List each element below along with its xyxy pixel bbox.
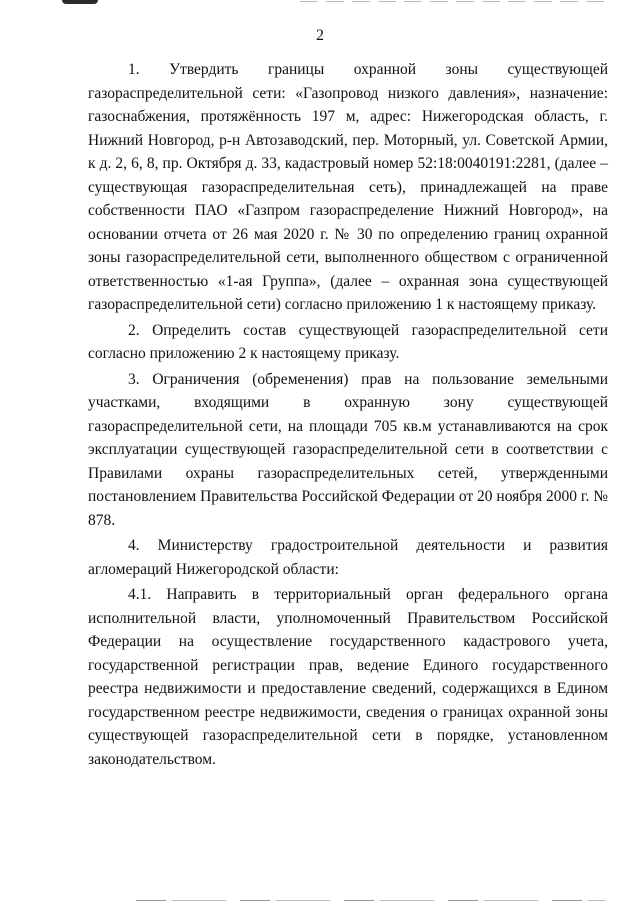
page-number: 2	[316, 27, 324, 44]
scan-artifact-line-bottom	[136, 900, 606, 901]
scan-artifact-top	[62, 0, 98, 4]
paragraph-1: 1. Утвердить границы охранной зоны существующей газораспределительной сети: «Газопровод низкого давления», назначение: газоснабжения, протяжённость 197 м, адрес: Нижегородская область, г. Нижний Новгород, р-н Автозаводский, пер. Моторный, ул. Советской Армии, к д. 2, 6, 8, пр. Октября д. 33, кадастровый номер 52:18:0040191:2281, (далее – существующая газораспределительная сеть), принадлежащей на праве собственности ПАО «Газпром газораспределение Нижний Новгород», на основании отчета от 26 мая 2020 г. № 30 по определению границ охранной зоны газораспределительной сети, выполненного обществом с ограниченной ответственностью «1-ая Группа», (далее – охранная зона существующей газораспределительной сети) согласно приложению 1 к настоящему приказу.	[88, 61, 608, 313]
document-body	[88, 58, 608, 771]
paragraph-2: 2. Определить состав существующей газораспределительной сети согласно приложению 2 к настоящему приказу.	[88, 321, 608, 362]
paragraph-4-1: 4.1. Направить в территориальный орган федерального органа исполнительной власти, уполномоченный Правительством Российской Федерации на осуществление государственного кадастрового учета, государственной регистрации прав, ведение Единого государственного реестра недвижимости и предоставление сведений, содержащихся в Едином государственном реестре недвижимости, сведения о границах охранной зоны существующей газораспределительной сети в порядке, установленном законодательством.	[88, 586, 608, 768]
paragraph-4: 4. Министерству градостроительной деятельности и развития агломераций Нижегородской области:	[88, 537, 608, 578]
scan-artifact-line-top	[300, 1, 610, 2]
paragraph-3: 3. Ограничения (обременения) прав на пользование земельными участками, входящими в охранную зону существующей газораспределительной сети, на площади 705 кв.м устанавливаются на срок эксплуатации существующей газораспределительной сети в соответствии с Правилами охраны газораспределительных сетей, утвержденными постановлением Правительства Российской Федерации от 20 ноября 2000 г. № 878.	[88, 370, 608, 529]
